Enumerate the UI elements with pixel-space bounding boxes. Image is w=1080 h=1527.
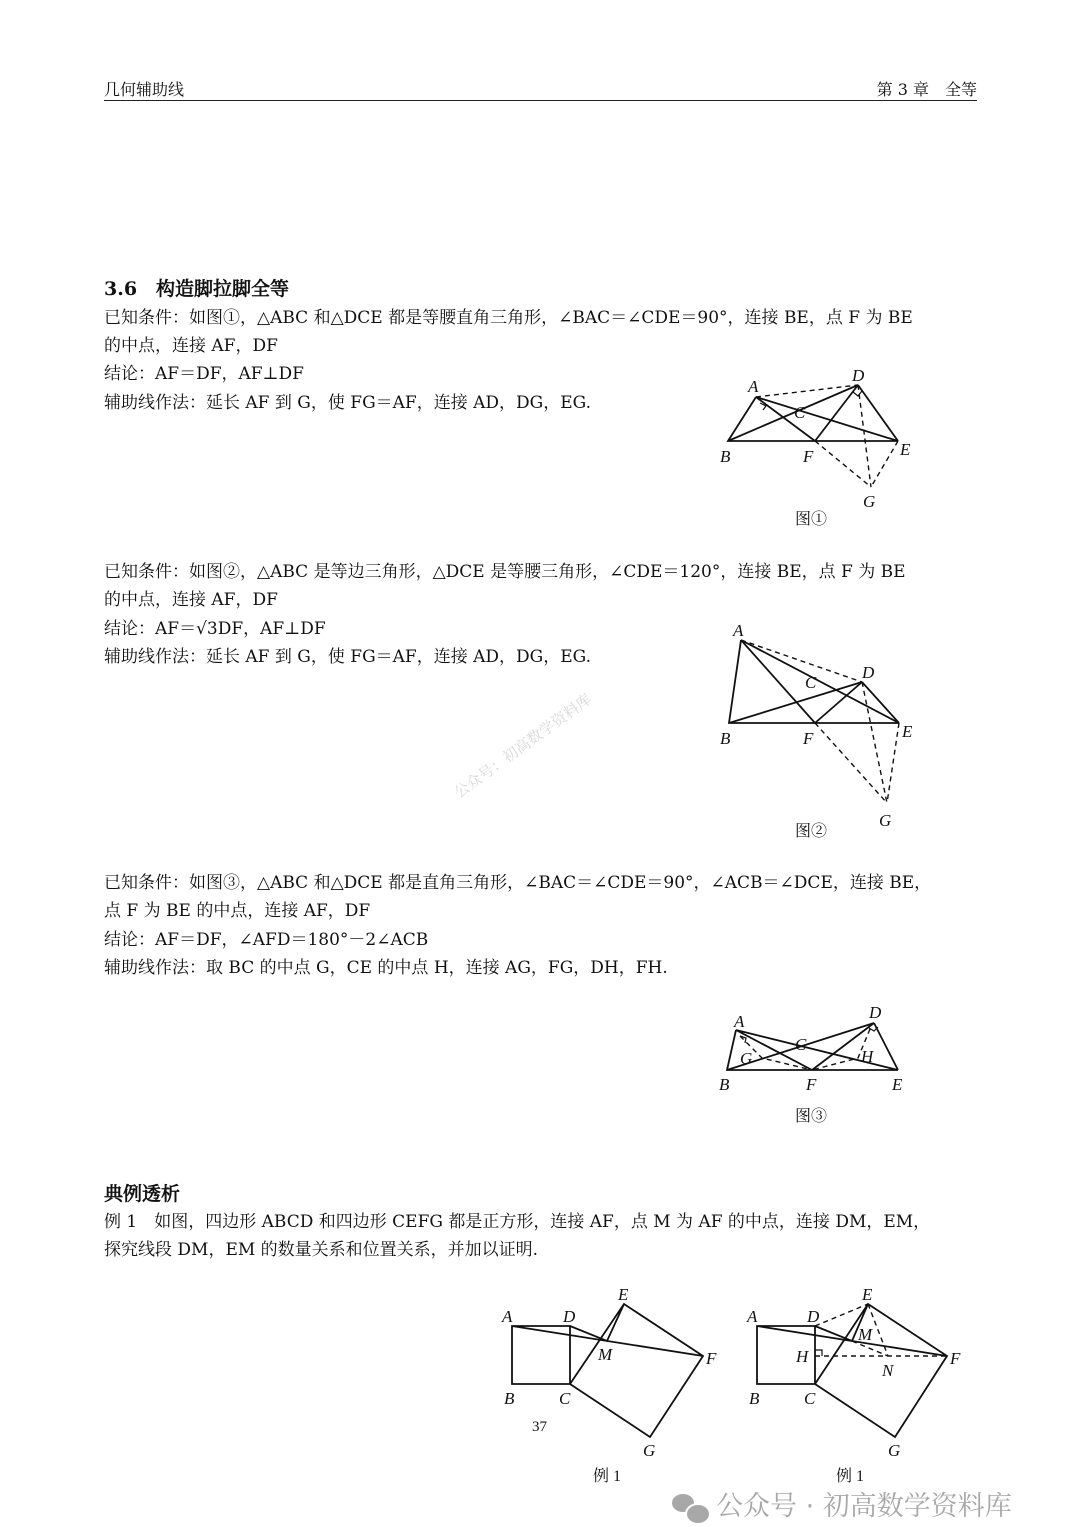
point-label: E [900, 440, 911, 459]
point-label: A [733, 621, 744, 640]
point-label: B [719, 1075, 730, 1094]
block1-line: 的中点，连接 AF，DF [104, 336, 278, 356]
point-label: G [740, 1049, 753, 1068]
block2-line: 的中点，连接 AF，DF [104, 590, 278, 610]
dashed-auxiliary-lines [741, 640, 899, 803]
point-label: 图③ [795, 1108, 828, 1125]
point-label: F [806, 1075, 817, 1094]
point-label: B [749, 1389, 760, 1408]
point-label: B [504, 1389, 515, 1408]
block2-line: 辅助线作法：延长 AF 到 G，使 FG＝AF，连接 AD，DG，EG. [104, 647, 592, 667]
figure-3 [719, 1003, 903, 1125]
point-label: 例 1 [593, 1468, 622, 1485]
point-label: C [794, 403, 806, 422]
point-label: A [734, 1012, 745, 1031]
point-label: E [902, 722, 913, 741]
figure-1 [720, 366, 911, 528]
wechat-icon [672, 1492, 708, 1522]
point-label: E [892, 1075, 903, 1094]
bottom-watermark [672, 1492, 1012, 1522]
point-label: G [879, 811, 892, 830]
bottom-watermark-text: 公众号 · 初高数学资料库 [716, 1491, 1012, 1522]
block2-line: 已知条件：如图②，△ABC 是等边三角形，△DCE 是等腰三角形，∠CDE＝120°，连接 BE，点 F 为 BE [104, 562, 906, 582]
diagonal-watermark: 公众号：初高数学资料库 [450, 690, 595, 802]
solid-lines [512, 1304, 703, 1437]
point-label: D [563, 1307, 576, 1326]
point-label: C [805, 673, 817, 692]
example1-line: 例 1 如图，四边形 ABCD 和四边形 CEFG 都是正方形，连接 AF，点 M 为 AF 的中点，连接 DM，EM， [104, 1212, 931, 1232]
block2-line: 结论：AF＝√3DF，AF⊥DF [104, 619, 326, 639]
point-label: G [888, 1441, 901, 1460]
point-label: 例 1 [836, 1468, 865, 1485]
dashed-auxiliary-lines [756, 385, 898, 487]
point-label: 图① [795, 511, 828, 528]
point-label: B [720, 729, 731, 748]
point-label: F [803, 447, 814, 466]
point-label: B [720, 447, 731, 466]
point-label: G [863, 492, 876, 511]
example1-line: 探究线段 DM，EM 的数量关系和位置关系，并加以证明. [104, 1240, 539, 1260]
point-label: A [748, 377, 759, 396]
point-label: D [862, 663, 875, 682]
point-label: A [747, 1307, 758, 1326]
point-label: C [559, 1389, 571, 1408]
point-label: E [618, 1285, 629, 1304]
block1-line: 结论：AF＝DF，AF⊥DF [104, 364, 304, 384]
point-label: C [795, 1035, 807, 1054]
point-label: M [858, 1325, 873, 1344]
section-title: 3.6 构造脚拉脚全等 [104, 278, 290, 300]
point-label: C [804, 1389, 816, 1408]
point-label: N [882, 1361, 894, 1380]
figure-2 [720, 621, 913, 840]
point-label: F [706, 1349, 717, 1368]
solid-lines [815, 1350, 822, 1356]
point-label: F [803, 729, 814, 748]
point-label: D [869, 1003, 882, 1022]
header-right: 第 3 章 全等 [876, 80, 977, 99]
block3-line: 点 F 为 BE 的中点，连接 AF，DF [104, 901, 371, 921]
block3-line: 结论：AF＝DF，∠AFD＝180°－2∠ACB [104, 930, 429, 950]
header-left: 几何辅助线 [104, 80, 185, 99]
solid-lines [757, 1304, 947, 1437]
block3-line: 已知条件：如图③，△ABC 和△DCE 都是直角三角形，∠BAC＝∠CDE＝90°，∠ACB＝∠DCE，连接 BE， [104, 873, 932, 893]
point-label: G [643, 1441, 656, 1460]
point-label: 图② [795, 823, 828, 840]
point-label: F [950, 1349, 961, 1368]
point-label: M [598, 1345, 613, 1364]
block1-line: 辅助线作法：延长 AF 到 G，使 FG＝AF，连接 AD，DG，EG. [104, 393, 592, 413]
block3-line: 辅助线作法：取 BC 的中点 G，CE 的中点 H，连接 AG，FG，DH，FH. [104, 958, 668, 978]
example-figure-right [746, 1285, 961, 1485]
point-label: A [502, 1307, 513, 1326]
point-label: D [807, 1307, 820, 1326]
page-number: 37 [532, 1419, 547, 1435]
point-label: H [861, 1047, 874, 1066]
block1-line: 已知条件：如图①，△ABC 和△DCE 都是等腰直角三角形，∠BAC＝∠CDE＝90°，连接 BE，点 F 为 BE [104, 308, 913, 328]
point-label: H [796, 1347, 809, 1366]
examples-title: 典例透析 [104, 1183, 181, 1205]
point-label: E [862, 1285, 873, 1304]
point-label: D [852, 366, 865, 385]
example-figure-left [501, 1285, 717, 1485]
